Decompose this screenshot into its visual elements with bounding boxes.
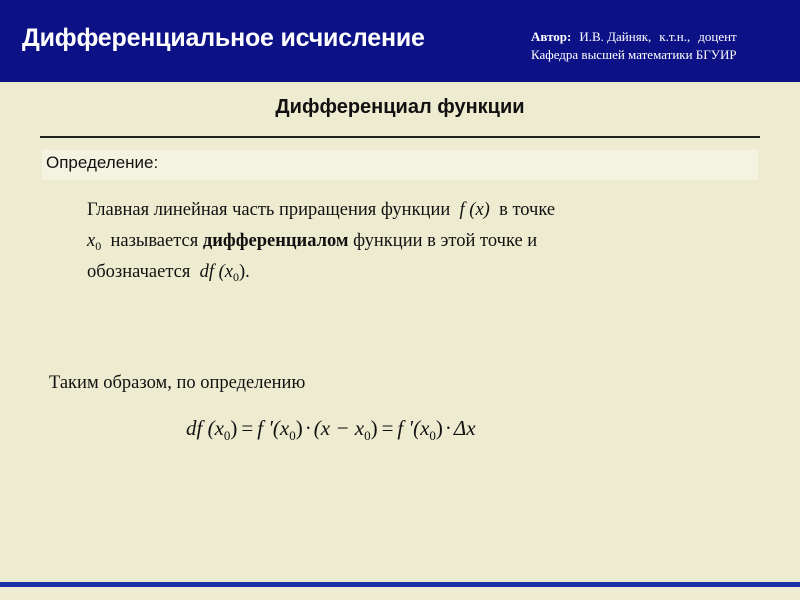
- definition-text-part: ).: [239, 262, 250, 282]
- formula-dot: ·: [444, 416, 452, 440]
- author-degree: к.т.н.,: [659, 29, 691, 44]
- formula-term: ): [435, 416, 443, 440]
- definition-text-part: Главная линейная часть приращения функции: [87, 200, 451, 220]
- definition-label: Определение:: [46, 153, 159, 172]
- slide-title: Дифференциал функции: [275, 96, 525, 118]
- formula-term: df (x: [186, 416, 224, 440]
- formula-subscript: 0: [289, 428, 296, 443]
- formula-dot: ·: [304, 416, 312, 440]
- function-symbol: f (x): [459, 200, 490, 220]
- definition-text-part: в точке: [499, 200, 556, 220]
- summary-text: Таким образом, по определению: [49, 373, 306, 393]
- formula-term: ): [230, 416, 238, 440]
- definition-text-part: обозначается: [87, 262, 191, 282]
- formula-term: (x − x: [313, 416, 365, 440]
- formula-equals: =: [241, 416, 254, 440]
- formula-term: Δx: [453, 416, 476, 440]
- bottom-accent-line: [0, 582, 800, 587]
- formula-term: f ′(x: [397, 416, 430, 440]
- formula-equals: =: [381, 416, 394, 440]
- department: Кафедра высшей математики БГУИР: [531, 47, 737, 62]
- author-line: [531, 28, 737, 46]
- point-subscript: 0: [233, 270, 239, 284]
- definition-text-part: функции в этой точке и: [353, 231, 538, 251]
- differential-formula: [186, 416, 476, 441]
- formula-subscript: 0: [364, 428, 371, 443]
- definition-text: [87, 195, 747, 288]
- formula-subscript: 0: [429, 428, 436, 443]
- definition-text-part: называется: [110, 231, 199, 251]
- formula-subscript: 0: [223, 428, 231, 443]
- title-divider: [40, 136, 760, 138]
- formula-term: f ′(x: [257, 416, 290, 440]
- header-bar: [0, 0, 800, 82]
- author-name: И.В. Дайняк,: [579, 29, 652, 44]
- author-position: доцент: [698, 29, 737, 44]
- differential-notation: df (x: [199, 262, 233, 282]
- point-symbol: x: [87, 231, 96, 251]
- formula-term: ): [295, 416, 303, 440]
- point-subscript: 0: [95, 239, 102, 253]
- author-block: [531, 28, 737, 64]
- definition-term: дифференциалом: [202, 231, 349, 251]
- formula-term: ): [370, 416, 378, 440]
- presentation-title: Дифференциальное исчисление: [22, 24, 425, 52]
- author-label: Автор:: [531, 29, 572, 44]
